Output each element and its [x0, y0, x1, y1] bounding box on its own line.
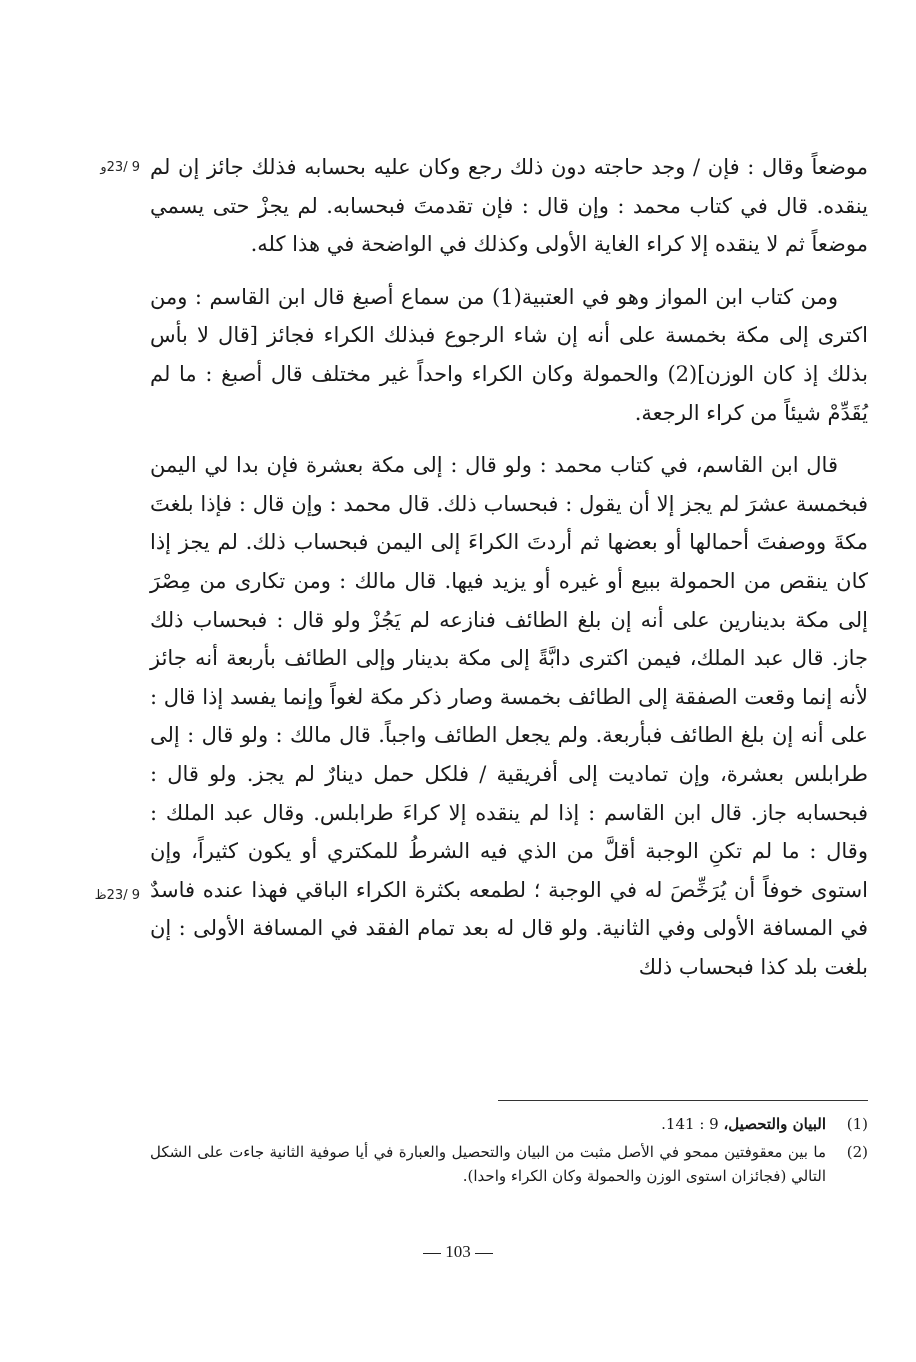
- paragraph: قال ابن القاسم، في كتاب محمد : ولو قال : إلى مكة بعشرة فإن بدا لي اليمن فبخمسة عشرَ لم يجز إلا أن يقول : فبحساب ذلك. قال محمد : وإن قال : فإذا بلغتَ مكةَ ووصفتَ أحمالها أو بعضها ثم أردتَ الكراءَ إلى اليمن فبحساب ذلك. لم يجز إذا كان ينقص من الحمولة ببيع أو غيره أو يزيد فيها. قال مالك : ومن تكارى من مِصْرَ إلى مكة بدينارين على أنه إن بلغ الطائف فنازعه لم يَجُزْ ولو قال : فبحساب ذلك جاز. قال عبد الملك، فيمن اكترى دابَّةً إلى مكة بدينار وإلى الطائف بأربعة أنه جائز لأنه إنما وقعت الصفقة إلى الطائف بخمسة وصار ذكر مكة لغواً وإنما يفسد إذا قال : على أنه إن بلغ الطائف فبأربعة. ولم يجعل الطائف واجباً. قال مالك : ولو قال : إلى طرابلس بعشرة، وإن تماديت إلى أفريقية / فلكل حمل دينارٌ لم يجز. ولو قال : فبحسابه جاز. قال ابن القاسم : إذا لم ينقده إلا كراءَ طرابلس. وقال عبد الملك : وقال : ما لم تكنِ الوجبة أقلَّ من الذي فيه الشرطُ للمكتري أو يكون كثيراً، وإن استوى خوفاً أن يُرَخِّصَ له في الوجبة ؛ لطمعه بكثرة الكراء الباقي فهذا عنده فاسدٌ في المسافة الأولى وفي الثانية. ولو قال له بعد تمام الفقد في المسافة الأولى : إن بلغت بلد كذا فبحساب ذلك: [150, 453, 868, 979]
- footnote-reference: 9 : 141.: [661, 1115, 719, 1133]
- paragraph: ومن كتاب ابن المواز وهو في العتبية(1) من سماع أصبغ قال ابن القاسم : ومن اكترى إلى مكة بخمسة على أنه إن شاء الرجوع فبذلك الكراء فجائز [قال لا بأس بذلك إذ كان الوزن](2) والحمولة وكان الكراء واحداً غير مختلف قال أصبغ : ما لم يُقَدِّمْ شيئاً من كراء الرجعة.: [150, 284, 868, 425]
- footnote-number: (1): [846, 1115, 868, 1133]
- page-number: [0, 1242, 916, 1262]
- main-text: [150, 148, 868, 986]
- footnote: [150, 1140, 868, 1188]
- page-number-dash: [475, 1253, 493, 1254]
- page-number-dash: [423, 1253, 441, 1254]
- footnote-divider: [498, 1100, 868, 1101]
- footnote-text: ما بين معقوفتين ممحو في الأصل مثبت من البيان والتحصيل والعبارة في أيا صوفية الثانية جاءت على الشكل التالي (فجائزان استوى الوزن والحمولة وكان الكراء واحدا).: [150, 1143, 826, 1185]
- footnote-number: (2): [846, 1143, 868, 1161]
- footnote-source-title: البيان والتحصيل،: [723, 1115, 826, 1133]
- footnote: [150, 1112, 868, 1136]
- footnote-text: [150, 1112, 826, 1136]
- margin-folio-note: 9 /23ظ: [94, 888, 140, 903]
- page-number-value: 103: [445, 1242, 471, 1261]
- footnotes: [150, 1112, 868, 1192]
- margin-folio-note: 9 /23و: [100, 160, 140, 175]
- paragraph: موضعاً وقال : فإن / وجد حاجته دون ذلك رجع وكان عليه بحسابه فذلك جائز إن لم ينقده. قال في كتاب محمد : وإن قال : فإن تقدمتَ فبحسابه. لم يجزْ حتى يسمي موضعاً ثم لا ينقده إلا كراء الغاية الأولى وكذلك في الواضحة في هذا كله.: [150, 155, 868, 257]
